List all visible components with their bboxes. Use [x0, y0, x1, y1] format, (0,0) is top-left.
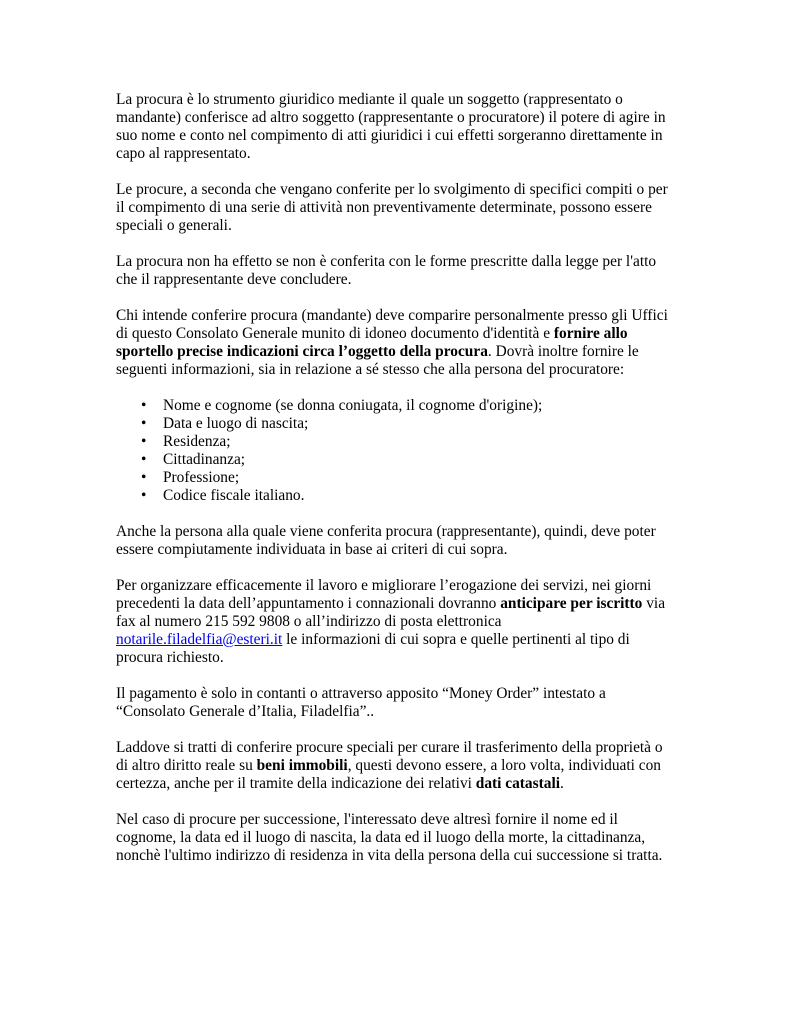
- bullet-icon: •: [141, 397, 147, 414]
- email-link[interactable]: notarile.filadelfia@esteri.it: [116, 631, 283, 648]
- paragraph-succession: Nel caso di procure per successione, l'interessato deve altresì fornire il nome ed il cognome, la data ed il luogo di nascita, la data ed il luogo della morte, la cittadinanza, nonchè l'ultimo indirizzo di residenza in vita della persona della cui successione si tratta.: [116, 811, 663, 864]
- real-estate-bold-1: beni immobili: [256, 757, 348, 774]
- advance-text-post: le informazioni di cui sopra e quelle pertinenti al tipo di procura richiesto.: [116, 631, 630, 666]
- paragraph-representative: Anche la persona alla quale viene conferita procura (rappresentante), quindi, deve poter essere compiutamente individuata in base ai criteri di cui sopra.: [116, 523, 656, 558]
- list-item: [141, 397, 676, 415]
- document-body: [116, 91, 676, 883]
- list-item-text: Data e luogo di nascita;: [163, 415, 309, 432]
- list-item-text: Cittadinanza;: [163, 451, 246, 468]
- paragraph-payment: Il pagamento è solo in contanti o attraverso apposito “Money Order” intestato a “Consolato Generale d’Italia, Filadelfia”..: [116, 685, 606, 720]
- paragraph-definition: La procura è lo strumento giuridico mediante il quale un soggetto (rappresentato o mandante) conferisce ad altro soggetto (rappresentante o procuratore) il potere di agire in suo nome e conto nel compimento di atti giuridici i cui effetti sorgeranno direttamente in capo al rappresentato.: [116, 91, 666, 162]
- bullet-icon: •: [141, 469, 147, 486]
- real-estate-text-mid: , questi devono essere, a loro volta, individuati con certezza, anche per il tramite della indicazione dei relativi: [116, 757, 662, 792]
- paragraph-advance-notice: [116, 577, 676, 667]
- real-estate-bold-2: dati catastali: [475, 775, 560, 792]
- bullet-icon: •: [141, 487, 147, 504]
- paragraph-requirements: [116, 307, 676, 379]
- advance-text-bold: anticipare per iscritto: [500, 595, 643, 612]
- advance-text-mid: via fax al numero 215 592 9808 o all’indirizzo di posta elettronica: [116, 595, 666, 630]
- list-item-text: Nome e cognome (se donna coniugata, il cognome d'origine);: [163, 397, 543, 414]
- requirements-text-bold: fornire allo sportello precise indicazioni circa l’oggetto della procura: [116, 325, 628, 360]
- real-estate-text-post: .: [560, 775, 564, 792]
- list-item: [141, 469, 676, 487]
- advance-text-pre: Per organizzare efficacemente il lavoro e migliorare l’erogazione dei servizi, nei giorni precedenti la data dell’appuntamento i connazionali dovranno: [116, 577, 652, 612]
- requirements-text-pre: Chi intende conferire procura (mandante) deve comparire personalmente presso gli Uffici di questo Consolato Generale munito di idoneo documento d'identità e: [116, 307, 668, 342]
- bullet-icon: •: [141, 451, 147, 468]
- list-item-text: Professione;: [163, 469, 240, 486]
- list-item-text: Codice fiscale italiano.: [163, 487, 305, 504]
- requirements-text-post: . Dovrà inoltre fornire le seguenti informazioni, sia in relazione a sé stesso che alla persona del procuratore:: [116, 343, 639, 378]
- list-item: [141, 415, 676, 433]
- list-item: [141, 433, 676, 451]
- bullet-icon: •: [141, 415, 147, 432]
- information-list: [116, 397, 676, 505]
- paragraph-real-estate: [116, 739, 676, 793]
- list-item: [141, 451, 676, 469]
- paragraph-form: La procura non ha effetto se non è conferita con le forme prescritte dalla legge per l'atto che il rappresentante deve concludere.: [116, 253, 657, 288]
- list-item: [141, 487, 676, 505]
- bullet-icon: •: [141, 433, 147, 450]
- paragraph-types: Le procure, a seconda che vengano conferite per lo svolgimento di specifici compiti o per il compimento di una serie di attività non preventivamente determinate, possono essere speciali o generali.: [116, 181, 668, 234]
- real-estate-text-pre: Laddove si tratti di conferire procure speciali per curare il trasferimento della proprietà o di altro diritto reale su: [116, 739, 663, 774]
- list-item-text: Residenza;: [163, 433, 231, 450]
